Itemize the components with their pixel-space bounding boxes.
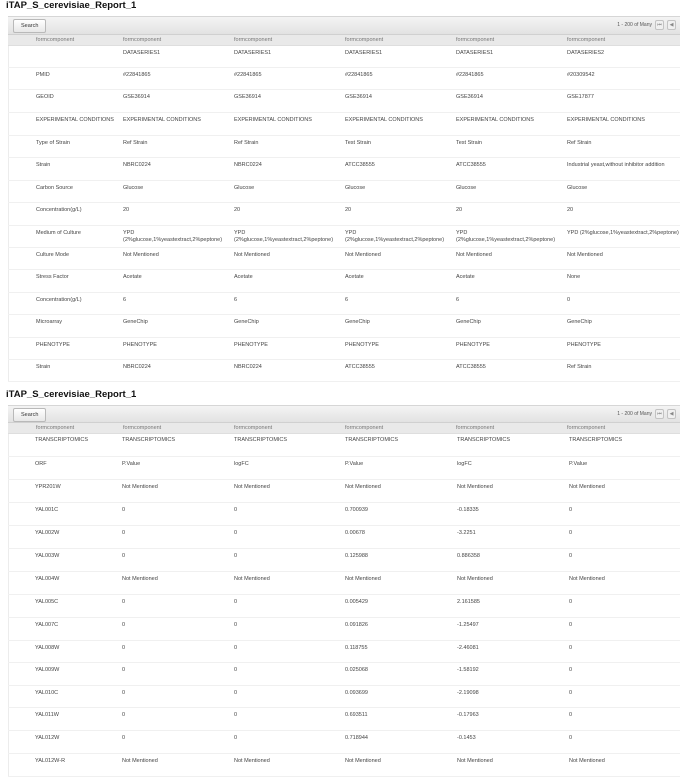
table-cell: Not Mentioned <box>569 484 605 490</box>
row-left-border <box>8 549 9 571</box>
table-cell: GeneChip <box>234 319 259 325</box>
table-cell: DATASERIES2 <box>567 50 605 56</box>
table-row <box>8 663 680 686</box>
table-cell: TRANSCRIPTOMICS <box>122 437 176 443</box>
report-title: iTAP_S_cerevisiae_Report_1 <box>6 0 137 11</box>
table-row <box>8 572 680 595</box>
row-label-cell: PMID <box>36 72 50 78</box>
pager-range-text: 1 - 200 of Many <box>617 411 652 417</box>
table-cell: EXPERIMENTAL CONDITIONS <box>345 117 423 123</box>
table-cell: Glucose <box>234 185 255 191</box>
prev-page-icon[interactable]: ◀ <box>667 409 676 419</box>
table-cell: NBRC0224 <box>123 364 151 370</box>
table-cell: 6 <box>456 297 460 303</box>
table-cell: 0 <box>569 645 573 651</box>
row-left-border <box>8 248 9 269</box>
row-left-border <box>8 181 9 202</box>
table-row <box>8 618 680 641</box>
row-left-border <box>8 641 9 662</box>
table-row <box>8 480 680 503</box>
table-cell: 20 <box>234 207 241 213</box>
table-cell: EXPERIMENTAL CONDITIONS <box>456 117 534 123</box>
table-cell: Not Mentioned <box>234 576 270 582</box>
table-cell: Not Mentioned <box>456 252 492 258</box>
table-cell: 20 <box>123 207 130 213</box>
table-row <box>8 248 680 270</box>
row-left-border <box>8 480 9 502</box>
table-cell: DATASERIES1 <box>234 50 272 56</box>
table-cell: 6 <box>345 297 349 303</box>
table-cell: YPD (2%glucose,1%yeastextract,2%peptone) <box>345 230 445 243</box>
table-cell: 0 <box>122 690 126 696</box>
row-label-cell: YPR201W <box>35 484 61 490</box>
table-cell: #22841865 <box>234 72 262 78</box>
table-cell: Ref Strain <box>234 140 259 146</box>
table-cell: GSE17877 <box>567 94 594 100</box>
table-cell: 0 <box>122 645 126 651</box>
table-cell: #22841865 <box>345 72 373 78</box>
report-toolbar <box>8 16 680 35</box>
table-cell: Not Mentioned <box>123 252 159 258</box>
table-cell: Acetate <box>123 274 142 280</box>
row-label-cell: YAL010C <box>35 690 59 696</box>
column-header[interactable]: formcomponent <box>234 425 273 431</box>
table-cell: -0.18335 <box>457 507 479 513</box>
table-cell: NBRC0224 <box>234 162 262 168</box>
table-cell: EXPERIMENTAL CONDITIONS <box>123 117 201 123</box>
table-cell: Glucose <box>123 185 144 191</box>
table-cell: 20 <box>456 207 463 213</box>
row-left-border <box>8 618 9 640</box>
table-cell: NBRC0224 <box>234 364 262 370</box>
table-cell: GeneChip <box>456 319 481 325</box>
table-cell: 0.700939 <box>345 507 368 513</box>
row-left-border <box>8 572 9 594</box>
table-cell: GSE36914 <box>234 94 261 100</box>
column-header[interactable]: formcomponent <box>567 37 606 43</box>
table-cell: Test Strain <box>345 140 371 146</box>
row-label-cell: YAL011W <box>35 712 59 718</box>
table-cell: YPD (2%glucose,1%yeastextract,2%peptone) <box>567 230 679 236</box>
prev-page-icon[interactable]: ◀ <box>667 20 676 30</box>
row-label-cell: YAL009W <box>35 667 60 673</box>
table-row <box>8 686 680 708</box>
pager-range-text: 1 - 200 of Many <box>617 22 652 28</box>
report-toolbar <box>8 405 680 423</box>
row-left-border <box>8 526 9 548</box>
table-cell: TRANSCRIPTOMICS <box>457 437 511 443</box>
row-label-cell: YAL003W <box>35 553 60 559</box>
row-label-cell: Carbon Source <box>36 185 73 191</box>
table-cell: P.Value <box>345 461 364 467</box>
table-cell: Glucose <box>345 185 366 191</box>
report-table <box>8 46 680 382</box>
table-cell: GSE36914 <box>456 94 483 100</box>
table-cell: Not Mentioned <box>345 758 381 764</box>
table-cell: Industrial yeast,without inhibitor addition <box>567 162 665 168</box>
row-label-cell: Strain <box>36 364 51 370</box>
table-cell: PHENOTYPE <box>456 342 490 348</box>
row-left-border <box>8 338 9 359</box>
table-cell: DATASERIES1 <box>123 50 161 56</box>
table-cell: 0 <box>234 712 238 718</box>
row-left-border <box>8 203 9 225</box>
table-cell: 0 <box>569 667 573 673</box>
table-cell: Not Mentioned <box>345 484 381 490</box>
table-cell: ATCC38555 <box>345 364 375 370</box>
table-cell: 0 <box>569 530 573 536</box>
table-cell: Not Mentioned <box>457 576 493 582</box>
table-cell: GeneChip <box>345 319 370 325</box>
table-cell: 0 <box>234 622 238 628</box>
table-header-row <box>8 35 680 46</box>
table-cell: YPD (2%glucose,1%yeastextract,2%peptone) <box>123 230 223 243</box>
table-cell: 0 <box>569 553 573 559</box>
table-cell: Not Mentioned <box>569 576 605 582</box>
column-header[interactable]: formcomponent <box>36 425 75 431</box>
table-cell: 0 <box>569 712 573 718</box>
row-label-cell: YAL004W <box>35 576 60 582</box>
table-cell: P.Value <box>122 461 141 467</box>
table-cell: logFC <box>234 461 249 467</box>
table-header-row <box>8 423 680 434</box>
table-cell: EXPERIMENTAL CONDITIONS <box>567 117 645 123</box>
table-cell: 20 <box>567 207 574 213</box>
table-cell: GeneChip <box>567 319 592 325</box>
row-left-border <box>8 731 9 753</box>
row-left-border <box>8 754 9 776</box>
table-cell: YPD (2%glucose,1%yeastextract,2%peptone) <box>234 230 334 243</box>
row-left-border <box>8 90 9 112</box>
table-cell: ATCC38555 <box>345 162 375 168</box>
table-cell: Not Mentioned <box>345 576 381 582</box>
table-cell: 0.693511 <box>345 712 368 718</box>
report-table <box>8 434 680 777</box>
row-label-cell: TRANSCRIPTOMICS <box>35 437 89 443</box>
column-header[interactable]: formcomponent <box>567 425 606 431</box>
table-row <box>8 315 680 338</box>
table-cell: Glucose <box>456 185 477 191</box>
table-cell: 0 <box>122 599 126 605</box>
table-cell: DATASERIES1 <box>345 50 383 56</box>
table-cell: DATASERIES1 <box>456 50 494 56</box>
row-label-cell: PHENOTYPE <box>36 342 70 348</box>
table-row <box>8 457 680 480</box>
table-cell: 0 <box>234 645 238 651</box>
table-cell: Not Mentioned <box>567 252 603 258</box>
row-left-border <box>8 270 9 292</box>
row-label-cell: Microarray <box>36 319 62 325</box>
table-cell: 0 <box>569 690 573 696</box>
table-cell: logFC <box>457 461 472 467</box>
table-cell: 0.025068 <box>345 667 368 673</box>
row-left-border <box>8 663 9 685</box>
row-label-cell: YAL008W <box>35 645 60 651</box>
row-label-cell: EXPERIMENTAL CONDITIONS <box>36 117 114 123</box>
table-cell: 0.00678 <box>345 530 365 536</box>
column-header[interactable]: formcomponent <box>345 37 384 43</box>
table-row <box>8 360 680 382</box>
table-cell: Not Mentioned <box>569 758 605 764</box>
pager <box>617 20 676 30</box>
table-cell: 0 <box>569 622 573 628</box>
table-cell: 0 <box>567 297 571 303</box>
report-panel-1 <box>0 0 680 382</box>
table-row <box>8 549 680 572</box>
table-cell: Not Mentioned <box>234 252 270 258</box>
table-cell: Not Mentioned <box>457 758 493 764</box>
report-title: iTAP_S_cerevisiae_Report_1 <box>6 389 137 400</box>
table-cell: 0 <box>569 507 573 513</box>
table-row <box>8 595 680 618</box>
table-cell: -1.58192 <box>457 667 479 673</box>
table-row <box>8 338 680 360</box>
row-label-cell: Type of Strain <box>36 140 70 146</box>
row-left-border <box>8 113 9 135</box>
row-left-border <box>8 360 9 381</box>
table-cell: Acetate <box>345 274 364 280</box>
search-button[interactable]: Search <box>13 408 46 422</box>
table-cell: Not Mentioned <box>234 484 270 490</box>
first-page-icon[interactable]: ⏮ <box>655 20 664 30</box>
table-cell: 0.125988 <box>345 553 368 559</box>
table-cell: Not Mentioned <box>234 758 270 764</box>
pager <box>617 409 676 419</box>
table-cell: P.Value <box>569 461 588 467</box>
table-cell: #22841865 <box>456 72 484 78</box>
table-row <box>8 68 680 90</box>
row-label-cell: Medium of Culture <box>36 230 81 236</box>
table-row <box>8 136 680 158</box>
table-row <box>8 203 680 226</box>
table-row <box>8 270 680 293</box>
table-cell: YPD (2%glucose,1%yeastextract,2%peptone) <box>456 230 556 243</box>
table-row <box>8 434 680 457</box>
table-cell: PHENOTYPE <box>567 342 601 348</box>
table-cell: -0.17963 <box>457 712 479 718</box>
table-cell: TRANSCRIPTOMICS <box>345 437 399 443</box>
table-cell: 0 <box>122 507 126 513</box>
table-row <box>8 526 680 549</box>
row-label-cell: Concentration(g/L) <box>36 297 82 303</box>
table-cell: 0 <box>234 599 238 605</box>
column-header[interactable]: formcomponent <box>123 425 162 431</box>
table-cell: 0.886358 <box>457 553 480 559</box>
table-cell: PHENOTYPE <box>123 342 157 348</box>
table-cell: 0 <box>122 712 126 718</box>
table-row <box>8 46 680 68</box>
row-left-border <box>8 595 9 617</box>
table-row <box>8 181 680 203</box>
table-row <box>8 503 680 526</box>
table-row <box>8 226 680 248</box>
table-cell: 6 <box>123 297 127 303</box>
table-cell: 0.118755 <box>345 645 368 651</box>
table-row <box>8 293 680 315</box>
table-cell: Not Mentioned <box>122 484 158 490</box>
table-cell: TRANSCRIPTOMICS <box>569 437 623 443</box>
table-cell: NBRC0224 <box>123 162 151 168</box>
table-row <box>8 158 680 181</box>
row-left-border <box>8 226 9 247</box>
table-cell: 0 <box>122 667 126 673</box>
table-cell: ATCC38555 <box>456 364 486 370</box>
row-label-cell: GEOID <box>36 94 54 100</box>
row-left-border <box>8 158 9 180</box>
table-cell: 0 <box>122 530 126 536</box>
table-cell: #20309542 <box>567 72 595 78</box>
table-cell: #22841865 <box>123 72 151 78</box>
row-left-border <box>8 315 9 337</box>
table-cell: 2.161585 <box>457 599 480 605</box>
table-cell: Ref Strain <box>567 140 592 146</box>
row-label-cell: YAL007C <box>35 622 59 628</box>
row-label-cell: Stress Factor <box>36 274 69 280</box>
row-label-cell: YAL012W <box>35 735 60 741</box>
table-cell: -1.25497 <box>457 622 479 628</box>
table-cell: 0 <box>234 667 238 673</box>
table-cell: PHENOTYPE <box>345 342 379 348</box>
table-cell: Ref Strain <box>567 364 592 370</box>
row-label-cell: Culture Mode <box>36 252 70 258</box>
row-left-border <box>8 434 9 456</box>
column-header[interactable]: formcomponent <box>123 37 162 43</box>
search-button[interactable]: Search <box>13 19 46 33</box>
table-cell: 20 <box>345 207 352 213</box>
table-cell: Ref Strain <box>123 140 148 146</box>
row-label-cell: Strain <box>36 162 51 168</box>
table-cell: 0 <box>569 735 573 741</box>
table-cell: Glucose <box>567 185 588 191</box>
row-label-cell: ORF <box>35 461 47 467</box>
row-left-border <box>8 136 9 157</box>
table-cell: 0.093699 <box>345 690 368 696</box>
table-cell: 0 <box>234 690 238 696</box>
row-left-border <box>8 708 9 730</box>
table-cell: 0 <box>234 530 238 536</box>
table-cell: GeneChip <box>123 319 148 325</box>
row-label-cell: Concentration(g/L) <box>36 207 82 213</box>
column-header[interactable]: formcomponent <box>456 425 495 431</box>
table-cell: 0 <box>234 735 238 741</box>
table-cell: -0.1453 <box>457 735 476 741</box>
column-header[interactable]: formcomponent <box>36 37 75 43</box>
row-label-cell: YAL012W-R <box>35 758 66 764</box>
column-header[interactable]: formcomponent <box>234 37 273 43</box>
table-cell: 0 <box>569 599 573 605</box>
table-cell: Not Mentioned <box>122 758 158 764</box>
row-left-border <box>8 68 9 89</box>
first-page-icon[interactable]: ⏮ <box>655 409 664 419</box>
table-cell: GSE36914 <box>345 94 372 100</box>
table-row <box>8 754 680 777</box>
table-cell: Acetate <box>456 274 475 280</box>
table-cell: Test Strain <box>456 140 482 146</box>
row-left-border <box>8 686 9 707</box>
table-row <box>8 90 680 113</box>
report-panel-2 <box>0 389 680 777</box>
row-label-cell: YAL001C <box>35 507 59 513</box>
table-cell: GSE36914 <box>123 94 150 100</box>
table-cell: 0.091826 <box>345 622 368 628</box>
column-header[interactable]: formcomponent <box>456 37 495 43</box>
row-label-cell: YAL002W <box>35 530 60 536</box>
row-left-border <box>8 503 9 525</box>
table-cell: 0 <box>122 553 126 559</box>
table-row <box>8 641 680 663</box>
column-header[interactable]: formcomponent <box>345 425 384 431</box>
table-cell: None <box>567 274 581 280</box>
table-cell: ATCC38555 <box>456 162 486 168</box>
table-cell: TRANSCRIPTOMICS <box>234 437 288 443</box>
table-cell: -2.46081 <box>457 645 479 651</box>
row-label-cell: YAL005C <box>35 599 59 605</box>
table-cell: 0.005429 <box>345 599 368 605</box>
table-cell: 6 <box>234 297 238 303</box>
row-left-border <box>8 46 9 67</box>
row-left-border <box>8 457 9 479</box>
table-cell: PHENOTYPE <box>234 342 268 348</box>
table-cell: Acetate <box>234 274 253 280</box>
table-cell: 0 <box>234 553 238 559</box>
table-cell: -2.19098 <box>457 690 479 696</box>
table-cell: Not Mentioned <box>122 576 158 582</box>
table-cell: 0 <box>234 507 238 513</box>
table-cell: 0 <box>122 735 126 741</box>
table-cell: 0.718944 <box>345 735 368 741</box>
table-cell: Not Mentioned <box>457 484 493 490</box>
table-row <box>8 708 680 731</box>
table-cell: Not Mentioned <box>345 252 381 258</box>
table-cell: EXPERIMENTAL CONDITIONS <box>234 117 312 123</box>
table-row <box>8 731 680 754</box>
table-cell: 0 <box>122 622 126 628</box>
row-left-border <box>8 293 9 314</box>
table-cell: -3.2251 <box>457 530 476 536</box>
table-row <box>8 113 680 136</box>
